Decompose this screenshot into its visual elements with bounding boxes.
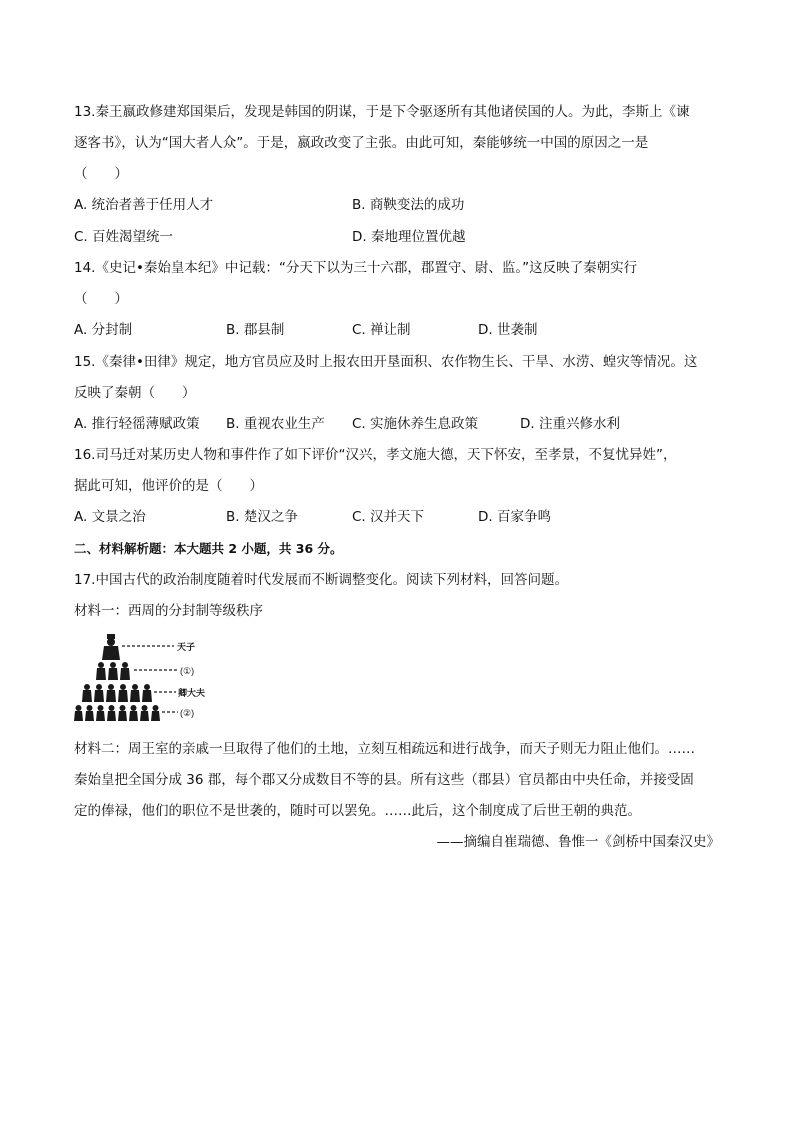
q14-option-a: A. 分封制 [74,322,133,338]
row4-figures [74,705,160,721]
q14-option-c: C. 禅让制 [352,322,411,338]
q15-option-c: C. 实施休养生息政策 [352,416,479,432]
q15-option-b: B. 重视农业生产 [226,416,325,432]
q15-line2: 反映了秦朝（ ） [74,385,196,401]
material2-line1: 材料二：周王室的亲戚一旦取得了他们的土地，立刻互相疏远和进行战争，而天子则无力阻止他们。…… [74,741,695,757]
q13-paren: （ ） [74,166,128,182]
q16-option-d: D. 百家争鸣 [478,509,551,525]
section-heading: 二、材料解析题：本大题共 2 小题，共 36 分。 [74,541,343,556]
q15-option-d: D. 注重兴修水利 [520,416,620,432]
q15-line1: 15.《秦律•田律》规定，地方官员应及时上报农田开垦面积、农作物生长、干旱、水涝、蝗灾等情况。这 [74,354,698,370]
q15-option-a: A. 推行轻徭薄赋政策 [74,416,200,432]
row2-figures [96,662,130,680]
label-tianzi: 天子 [177,642,196,652]
q14-line1: 14.《史记•秦始皇本纪》中记载：“分天下以为三十六郡，郡置守、尉、监。”这反映了秦朝实行 [74,260,638,276]
q13-option-c: C. 百姓渴望统一 [74,229,174,245]
material1-title: 材料一：西周的分封制等级秩序 [74,603,263,619]
q14-paren: （ ） [74,291,128,307]
tianzi-figure [102,634,120,660]
q16-option-a: A. 文景之治 [74,509,146,525]
material2-line2: 秦始皇把全国分成 36 郡，每个郡又分成数目不等的县。所有这些（郡县）官员都由中央任命，并接受固 [74,772,694,788]
q13-option-b: B. 商鞅变法的成功 [352,197,465,213]
row3-figures [82,684,152,702]
label-1: (①) [180,666,195,676]
q13-line1: 13.秦王嬴政修建郑国渠后，发现是韩国的阴谋，于是下令驱逐所有其他诸侯国的人。为此，李斯上《谏 [74,104,690,120]
label-qingdafu: 卿大夫 [178,688,206,698]
q16-option-b: B. 楚汉之争 [226,509,298,525]
q13-option-a: A. 统治者善于任用人才 [74,197,214,213]
q13-option-d: D. 秦地理位置优越 [352,229,466,245]
q14-option-b: B. 郡县制 [226,322,285,338]
feudal-hierarchy-diagram [74,632,224,722]
material2-line3: 定的俸禄，他们的职位不是世袭的，随时可以罢免。……此后，这个制度成了后世王朝的典范。 [74,803,641,819]
q13-line2: 逐客书》，认为“国大者人众”。于是，嬴政改变了主张。由此可知，秦能够统一中国的原因之一是 [74,135,649,151]
q14-option-d: D. 世袭制 [478,322,538,338]
q17-intro: 17.中国古代的政治制度随着时代发展而不断调整变化。阅读下列材料，回答问题。 [74,572,568,588]
q16-option-c: C. 汉并天下 [352,509,425,525]
q16-line1: 16.司马迁对某历史人物和事件作了如下评价“汉兴，孝文施大德，天下怀安，至孝景，不复忧异姓”， [74,447,677,463]
label-2: (②) [180,708,195,718]
q16-line2: 据此可知，他评价的是（ ） [74,478,263,494]
source-citation: ——摘编自崔瑞德、鲁惟一《剑桥中国秦汉史》 [436,834,720,850]
